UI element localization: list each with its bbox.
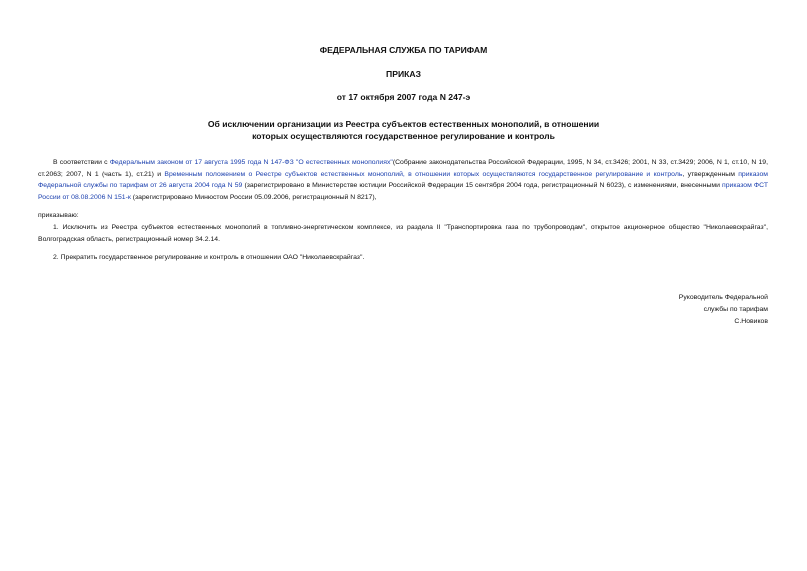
- title-line-2: которых осуществляются государственное регулирование и контроль: [252, 130, 555, 141]
- preamble-text-4: (зарегистрировано в Министерстве юстиции Российской Федерации 15 сентября 2004 года, регистрационный N 6023), с изменениями, внесенными: [242, 182, 723, 189]
- title-line-1: Об исключении организации из Реестра субъектов естественных монополий, в отношении: [207, 119, 600, 129]
- document-title: [150, 119, 657, 142]
- order-item-1: 1. Исключить из Реестра субъектов естественных монополий в топливно-энергетическом комплексе, из раздела II "Транспортировка газа по трубопроводам", открытое акционерное общество "Николаевскрайгаз", Волгоградская область, регистрационный номер 34.2.14.: [38, 224, 768, 243]
- fst-order-59-link[interactable]: приказом Федеральной службы по тарифам от 26 августа 2004 года N 59: [38, 170, 768, 189]
- signature-block: [560, 292, 768, 328]
- signature-line-2: службы по тарифам: [703, 306, 768, 313]
- temporary-regulation-link[interactable]: Временным положением о Реестре субъектов естественных монополий, в отношении которых осуществляются государственное регулирование и контроль: [164, 170, 683, 178]
- agency-name: ФЕДЕРАЛЬНАЯ СЛУЖБА ПО ТАРИФАМ: [319, 45, 488, 55]
- preamble-text-2: (Собрание законодательства Российской Федерации, 1995, N 34, ст.3426; 2001, N 33, ст.3429; 2006, N 1, ст.10, N 19, ст.2063; 2007, N 1 (часть 1), ст.21) и: [38, 159, 768, 178]
- preamble-text-1: В соответствии с: [53, 159, 110, 166]
- preamble-paragraph: [38, 157, 768, 203]
- fst-order-151k-link[interactable]: приказом ФСТ России от 08.08.2006 N 151-к: [38, 182, 769, 201]
- order-item-2: 2. Прекратить государственное регулирование и контроль в отношении ОАО "Николаевскрайгаз".: [53, 254, 365, 261]
- federal-law-link[interactable]: Федеральным законом от 17 августа 1995 года N 147-ФЗ "О естественных монополиях": [109, 159, 393, 166]
- preamble-text-5: (зарегистрировано Минюстом России 05.09.2006, регистрационный N 8217),: [130, 193, 377, 201]
- document-type: ПРИКАЗ: [386, 69, 421, 79]
- preamble-text-3: , утвержденным: [682, 170, 739, 178]
- signature-name: С.Новиков: [734, 318, 768, 325]
- document-date-number: от 17 октября 2007 года N 247-э: [336, 92, 471, 102]
- signature-line-1: Руководитель Федеральной: [678, 294, 768, 301]
- order-word: приказываю:: [38, 212, 79, 219]
